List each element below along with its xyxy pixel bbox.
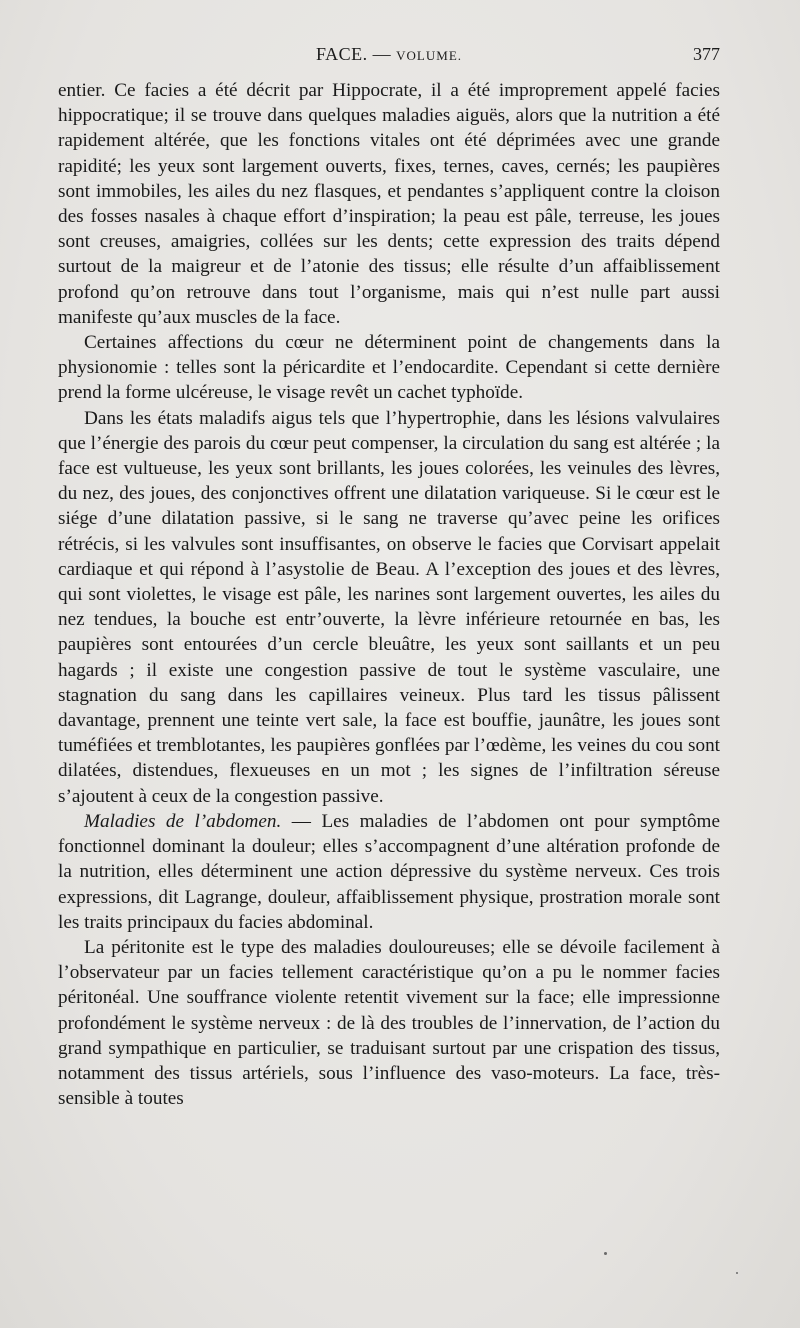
paragraph: Dans les états maladifs aigus tels que l’hypertrophie, dans les lésions valvulaires que l’énergie des parois du cœur peut compenser, la circulation du sang est altérée ; la face est vultueuse, les yeux sont brillants, les joues colorées, les veinules des lèvres, du nez, des joues, des conjonctives offrent une dilatation variqueuse. Si le cœur est le siége d’une dilatation passive, si le sang ne traverse qu’avec peine les orifices rétrécis, si les valvules sont insuffisantes, on observe le facies que Corvisart appelait cardiaque et qui répond à l’asystolie de Beau. A l’exception des joues et des lèvres, qui sont violettes, le visage est pâle, les narines sont largement ouvertes, les ailes du nez tendues, la bouche est entr’ouverte, la lèvre inférieure retournée en bas, les paupières sont entourées d’un cercle bleuâtre, les yeux sont saillants et un peu hagards ; il existe une congestion passive de tout le système vasculaire, une stagnation du sang dans les capillaires veineux. Plus tard les tissus pâlissent davantage, prennent une teinte vert sale, la face est bouffie, jaunâtre, les joues sont tuméfiées et tremblotantes, les paupières gonflées par l’œdème, les veines du cou sont dilatées, distendues, flexueuses en un mot ; les signes de l’infiltration séreuse s’ajoutent à ceux de la congestion passive. — [58, 407, 720, 807]
paragraph: entier. Ce facies a été décrit par Hippocrate, il a été improprement appelé facies hippocratique; il se trouve dans quelques maladies aiguës, alors que la nutrition a été rapidement altérée, que les fonctions vitales ont été déprimées avec une grande rapidité; les yeux sont largement ouverts, fixes, ternes, caves, cernés; les paupières sont immobiles, les ailes du nez flasques, et pendantes s’appliquent contre la cloison des fosses nasales à chaque effort d’inspiration; la peau est pâle, terreuse, les joues sont creuses, amaigries, collées sur les dents; cette expression des traits dépend surtout de la maigreur et de l’atonie des tissus; elle résulte d’un affaiblissement profond qu’on retrouve dans tout l’organisme, mais qui n’est nulle part aussi manifeste qu’aux muscles de la face. — [58, 80, 720, 328]
ink-speck — [604, 1252, 607, 1255]
ink-speck — [736, 1272, 738, 1274]
section-heading: Maladies de l’abdomen. — [84, 810, 282, 832]
paragraph: La péritonite est le type des maladies douloureuses; elle se dévoile facilement à l’observateur par un facies tellement caractéristique qu’on a pu le nommer facies péritonéal. Une souffrance violente retentit vivement sur la face; elle impressionne profondément le système nerveux : de là des troubles de l’innervation, de l’action du grand sympathique en particulier, se traduisant surtout par une crispation des tissus, notamment des tissus artériels, sous l’influence des vaso-moteurs. La face, très-sensible à toutes — [58, 936, 720, 1110]
running-title — [58, 44, 720, 65]
page-number: 377 — [693, 44, 720, 64]
running-title-text: FACE. — — [315, 44, 397, 64]
running-title-subtitle: VOLUME. — [396, 48, 463, 63]
paragraph: Certaines affections du cœur ne déterminent point de changements dans la physionomie : telles sont la péricardite et l’endocardite. Cependant si cette dernière prend la forme ulcéreuse, le visage revêt un cachet typhoïde. — [58, 332, 720, 404]
page-header — [58, 44, 720, 74]
paragraph-body: — Les maladies de l’abdomen ont pour symptôme fonctionnel dominant la douleur; elles s’accompagnent d’une altération profonde de la nutrition, elles déterminent une action dépressive du système nerveux. Ces trois expressions, dit Lagrange, douleur, affaiblissement physique, prostration morale sont les traits principaux du facies abdominal. — [58, 810, 720, 933]
paragraph-abdomen — [58, 809, 720, 935]
body-text — [58, 78, 720, 1111]
